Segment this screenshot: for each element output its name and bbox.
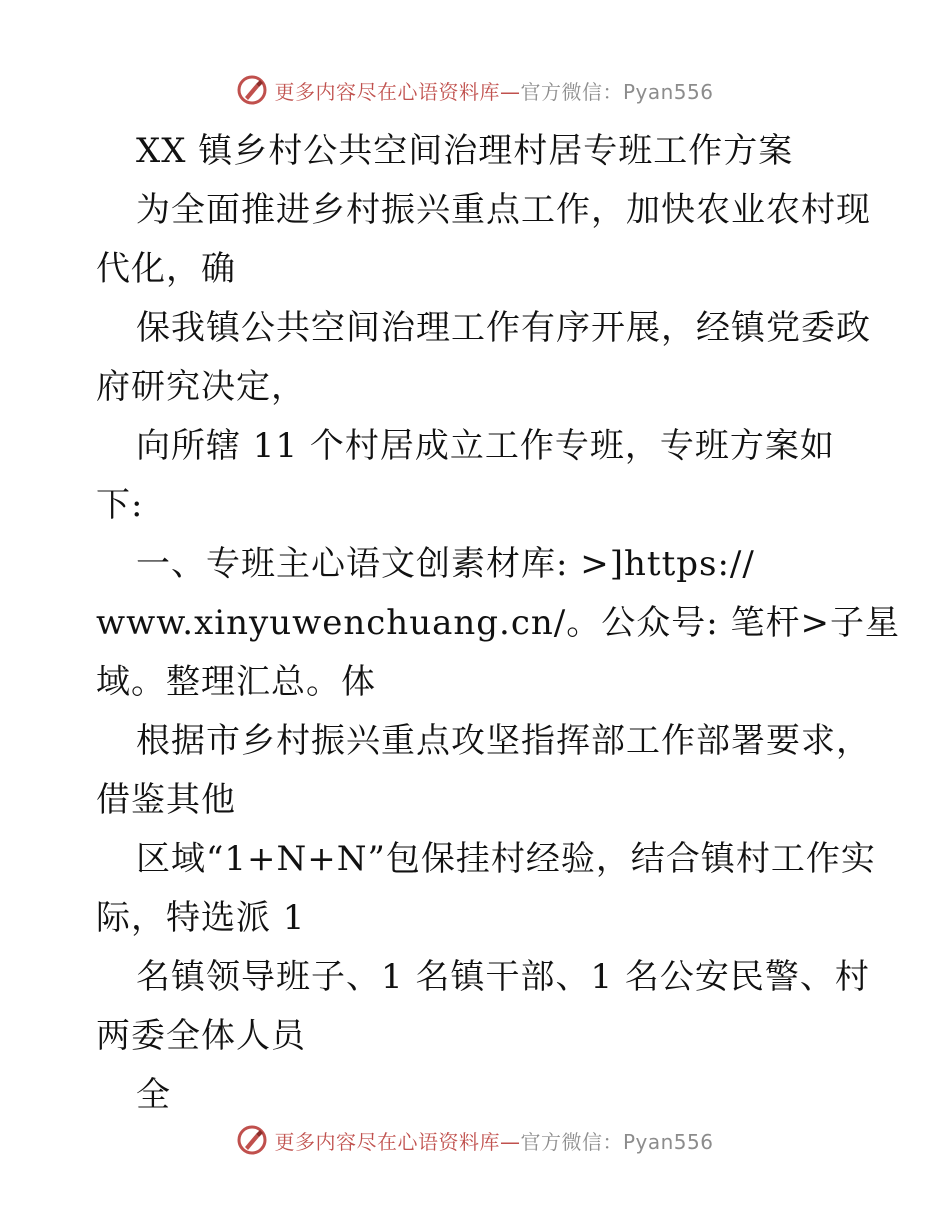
- header-banner-text: [274, 76, 713, 105]
- doc-line: 府研究决定，: [96, 367, 306, 407]
- footer-banner-contact: 官方微信：Pyan556: [520, 1129, 714, 1154]
- footer-banner-main: 更多内容尽在心语资料库—: [274, 1129, 521, 1154]
- pen-logo-icon: [236, 1124, 268, 1156]
- doc-line: 代化，确: [96, 249, 236, 289]
- header-banner-contact: 官方微信：Pyan556: [520, 79, 714, 104]
- header-banner: [0, 72, 950, 108]
- pen-logo-icon: [236, 74, 268, 106]
- doc-line: 区域“1+N+N”包保挂村经验，结合镇村工作实: [136, 839, 876, 879]
- document-body: [96, 122, 900, 1125]
- header-banner-main: 更多内容尽在心语资料库—: [274, 79, 521, 104]
- doc-line: 名镇领导班子、1 名镇干部、1 名公安民警、村: [136, 957, 870, 997]
- doc-title: XX 镇乡村公共空间治理村居专班工作方案: [136, 131, 794, 171]
- doc-line: 根据市乡村振兴重点攻坚指挥部工作部署要求，: [136, 721, 871, 761]
- doc-line: 两委全体人员: [96, 1016, 306, 1056]
- doc-line: 际，特选派 1: [96, 898, 306, 938]
- doc-line: 向所辖 11 个村居成立工作专班，专班方案如: [136, 426, 835, 466]
- doc-line: www.xinyuwenchuang.cn/。公众号: 笔杆>子星: [96, 603, 900, 643]
- doc-line: 域。整理汇总。体: [96, 662, 376, 702]
- doc-line: 借鉴其他: [96, 780, 236, 820]
- doc-line: 一、专班主心语文创素材库: >]https://: [136, 544, 755, 584]
- footer-banner: [0, 1122, 950, 1158]
- doc-line: 全: [136, 1075, 171, 1115]
- footer-banner-text: [274, 1126, 713, 1155]
- doc-line: 下:: [96, 485, 144, 525]
- doc-line: 保我镇公共空间治理工作有序开展，经镇党委政: [136, 308, 871, 348]
- doc-line: 为全面推进乡村振兴重点工作，加快农业农村现: [136, 190, 871, 230]
